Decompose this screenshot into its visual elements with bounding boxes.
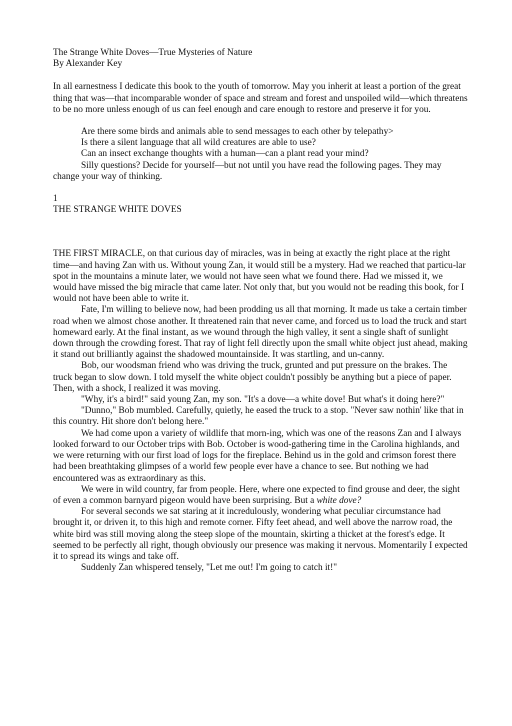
question-line: Silly questions? Decide for yourself—but not until you have read the following pages. They may change your way of thinking. [53, 160, 442, 182]
story-paragraph: We had come upon a variety of wildlife that morn-ing, which was one of the reasons Zan and I always looked forward to our October trips with Bob. October is wood-gathering time in the Carolina highlands, and we were returning with our first load of logs for the fireplace. Behind us in the gold and crimson forest there had been breathtaking glimpses of a world few people ever have a chance to see. But nothing we had encountered was as extraordinary as this. [53, 428, 462, 484]
book-title: The Strange White Doves—True Mysteries of Nature [53, 48, 253, 58]
story-paragraph: For several seconds we sat staring at it incredulously, wondering what peculiar circumstance had brought it, or driven it, to this high and remote corner. Fifty feet ahead, and well above the narrow road, the white bird was still moving along the steep slope of the mountain, skirting a thicket at the forest's edge. It seemed to be perfectly all right, though obviously our presence was making it nervous. Momentarily I expected it to spread its wings and take off. [53, 507, 468, 562]
question-line: Is there a silent language that all wild creatures are able to use? [81, 138, 316, 149]
story-italic-text: white dove? [316, 495, 362, 506]
story-text: We were in wild country, far from people. Here, where one expected to find grouse and deer, the sight of even a common barnyard pigeon would have been surprising. But a [53, 484, 460, 506]
dedication-paragraph: In all earnestness I dedicate this book to the youth of tomorrow. May you inherit at least a portion of the great thing that was—that incomparable wonder of space and stream and forest and unspoiled wild—which threatens to be no more unless enough of us can feel enough and care enough to restore and preserve it for you. [53, 82, 468, 115]
chapter-heading [53, 194, 468, 216]
story-paragraph: THE FIRST MIRACLE, on that curious day of miracles, was in being at exactly the right place at the right time—and having Zan with us. Without young Zan, it would still be a mystery. Had we reached that particu-lar spot in the mountains a minute later, we would not have seen what we found there. Had we missed it, we would have missed the big miracle that came later. Not only that, but you would not be reading this book, for I would not have been able to write it. [53, 249, 466, 305]
story-paragraph: Fate, I'm willing to believe now, had been prodding us all that morning. It made us take a certain timber road when we almost chose another. It threatened rain that never came, and forced us to load the truck and start homeward early. At the final instant, as we wound through the high valley, it sent a single shaft of sunlight down through the crowding forest. That ray of light fell directly upon the small white object just ahead, making it stand out brilliantly against the shadowed mountainside. It was startling, and un-canny. [53, 305, 468, 361]
story-paragraph [53, 485, 468, 507]
story-paragraph: Bob, our woodsman friend who was driving the truck, grunted and put pressure on the brakes. The truck began to slow down. I told myself the white object couldn't possibly be anything but a piece of paper. Then, with a shock, I realized it was moving. [53, 361, 452, 394]
story-paragraph: "Why, it's a bird!" said young Zan, my son. "It's a dove—a white dove! But what's it doing here?" [81, 395, 445, 406]
questions-block [53, 127, 468, 183]
question-line: Can an insect exchange thoughts with a human—can a plant read your mind? [81, 149, 369, 160]
book-author: By Alexander Key [53, 59, 123, 70]
story-body [53, 249, 468, 574]
chapter-title: THE STRANGE WHITE DOVES [53, 205, 182, 216]
document-header [53, 48, 468, 70]
chapter-number: 1 [53, 194, 58, 205]
question-line: Are there some birds and animals able to send messages to each other by telepathy> [81, 127, 394, 138]
story-paragraph: "Dunno," Bob mumbled. Carefully, quietly, he eased the truck to a stop. "Never saw nothin' like that in this country. Hit shore don't belong here." [53, 406, 464, 428]
story-paragraph: Suddenly Zan whispered tensely, "Let me out! I'm going to catch it!" [81, 563, 337, 574]
